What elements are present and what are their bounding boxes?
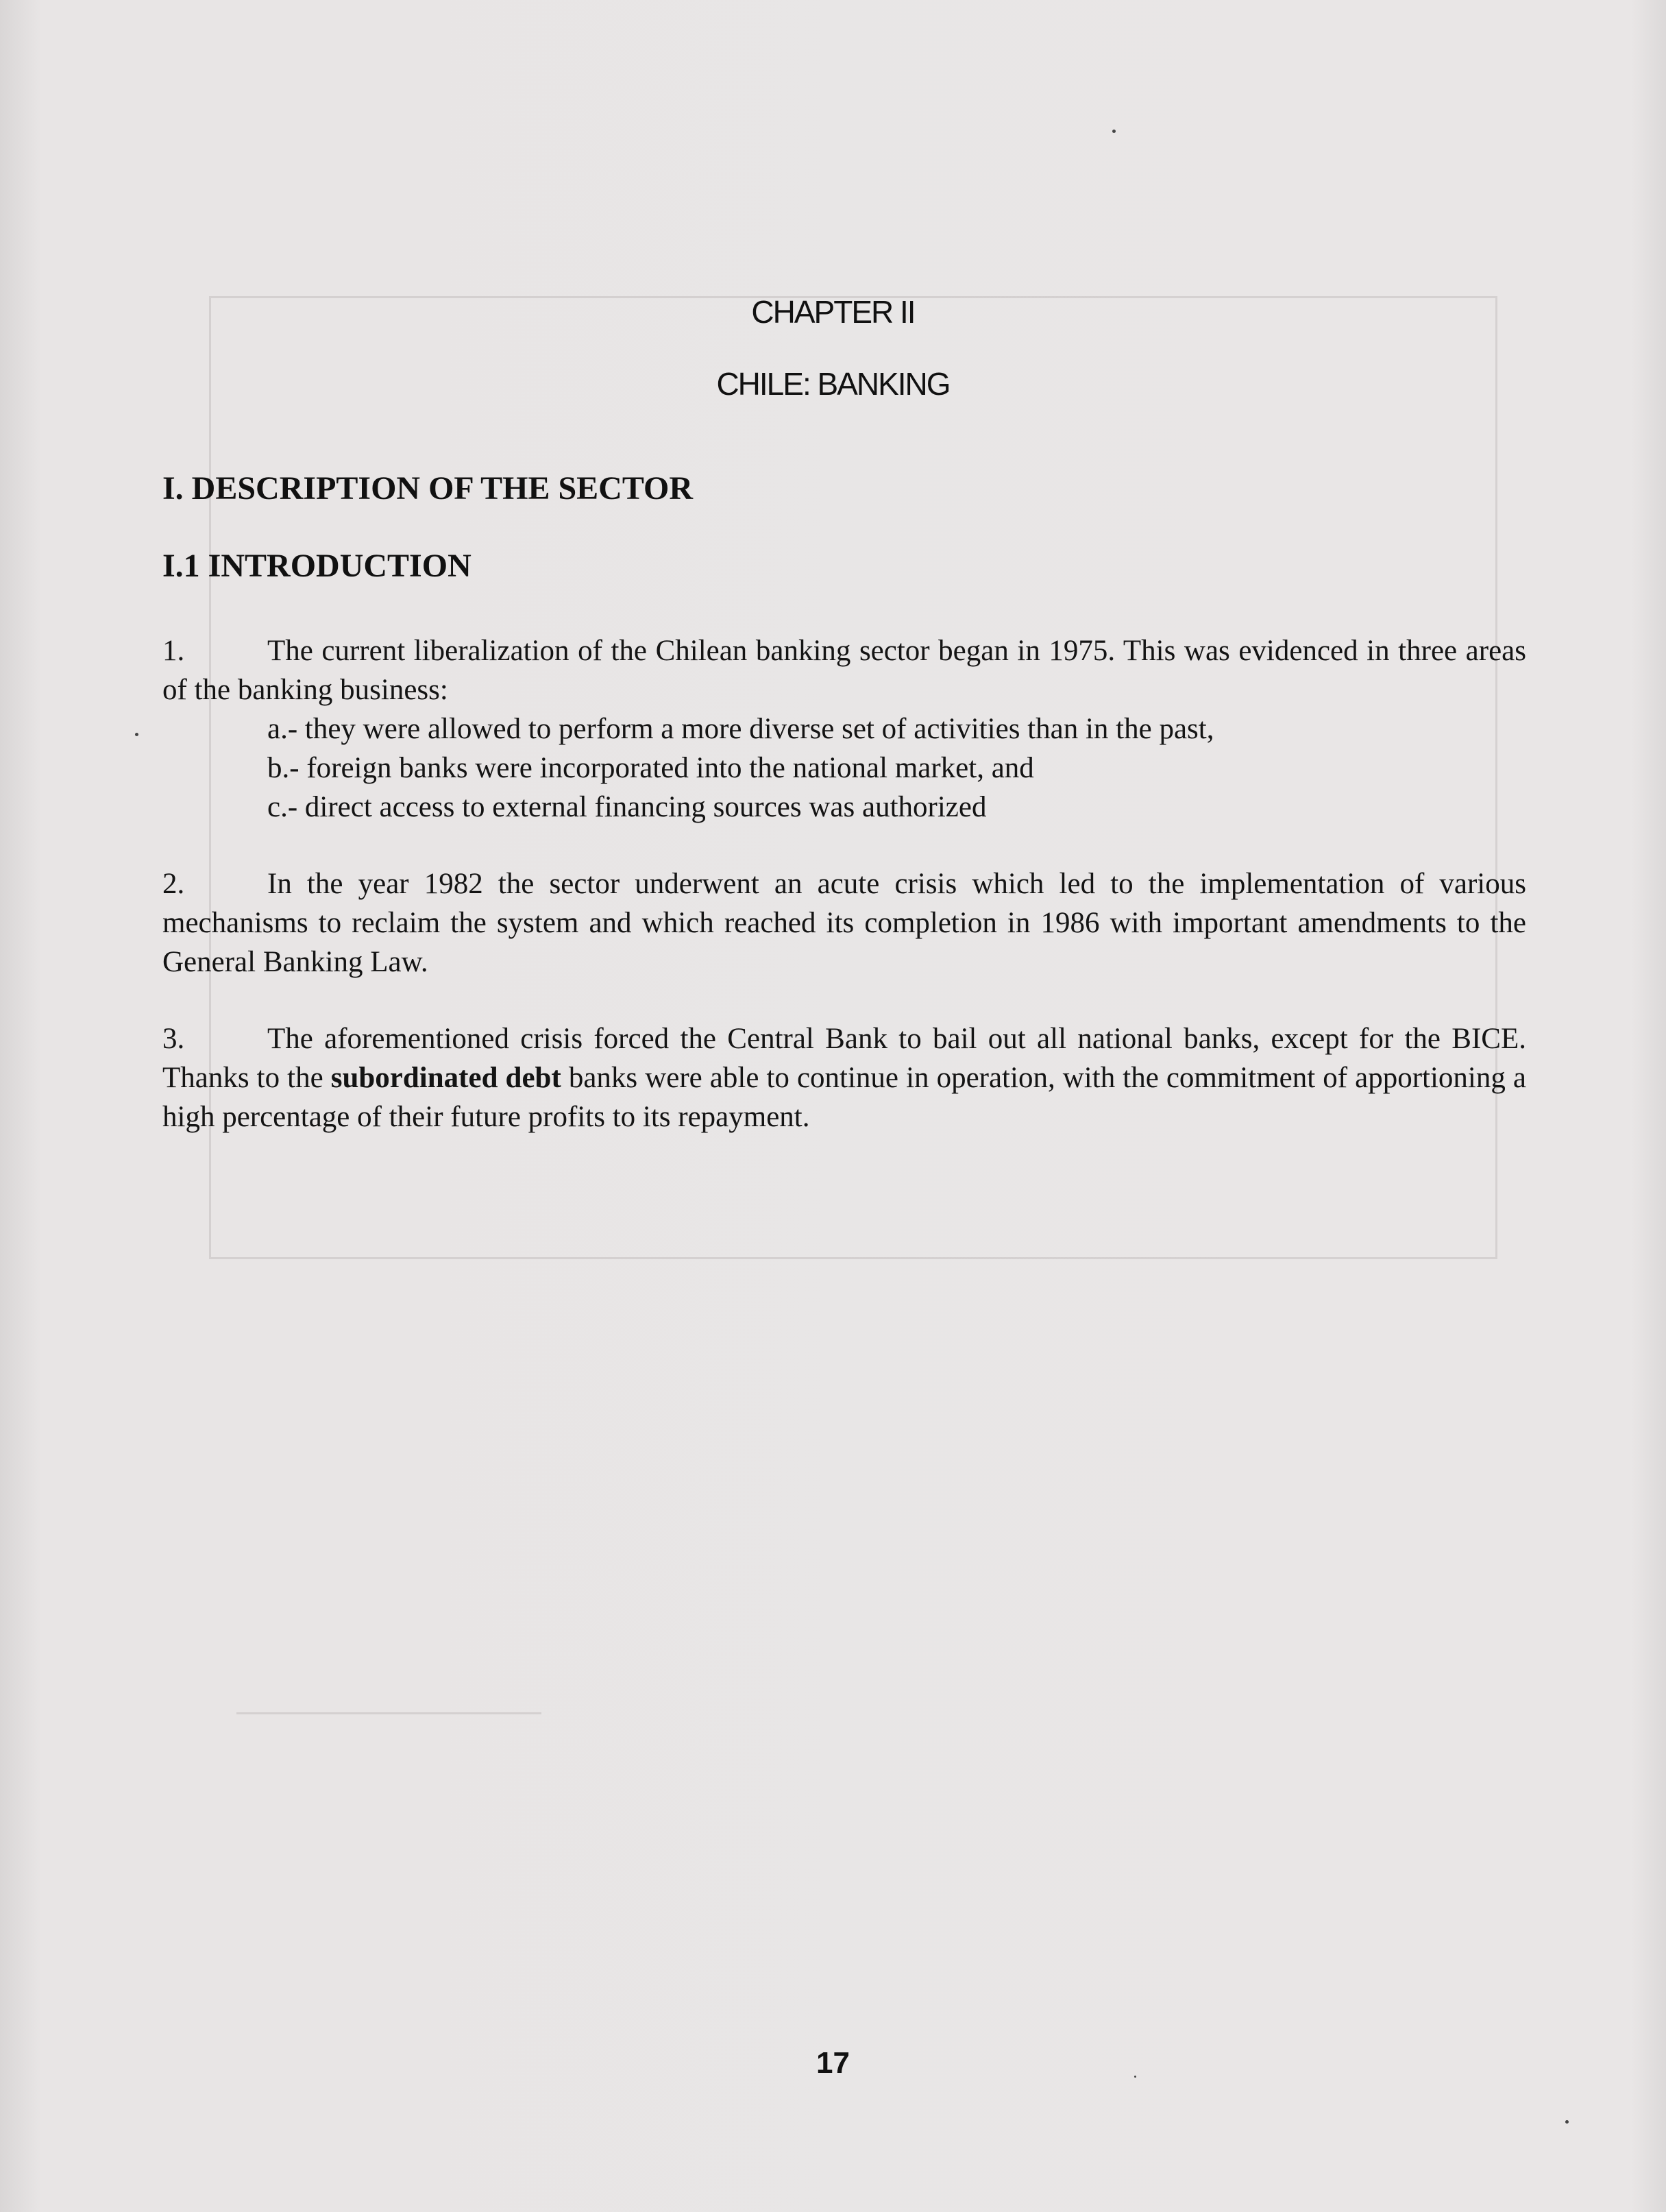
- paragraph-number: 3.: [162, 1023, 185, 1055]
- paragraph-text: In the year 1982 the sector underwent an acute crisis which led to the implementation of various mechanisms to reclaim the system and which reached its completion in 1986 with important amendments to the General Banking Law.: [162, 868, 1526, 978]
- paragraph-1: [162, 631, 1526, 709]
- list-item: b.- foreign banks were incorporated into the national market, and: [267, 752, 1034, 784]
- paragraph-number: 2.: [162, 868, 185, 900]
- list-item: c.- direct access to external financing sources was authorized: [267, 791, 987, 823]
- paragraph-3: [162, 1019, 1526, 1137]
- dust-speck: [1134, 2076, 1136, 2078]
- bold-term: subordinated debt: [330, 1062, 561, 1094]
- paragraph-text: The current liberalization of the Chilean banking sector began in 1975. This was evidenced in three areas of the banking business:: [162, 635, 1526, 706]
- chapter-number: CHAPTER II: [751, 294, 915, 330]
- list-item: a.- they were allowed to perform a more diverse set of activities than in the past,: [267, 713, 1214, 745]
- paragraph-text: The aforementioned crisis forced the Central Bank to bail out all national banks, except for the BICE. Thanks to the: [162, 1023, 1526, 1094]
- section-heading: I. DESCRIPTION OF THE SECTOR: [162, 470, 693, 507]
- paragraph-text: banks were able to continue in operation, with the commitment of apportioning a high percentage of their future profits to its repayment.: [162, 1062, 1526, 1133]
- dust-speck: [135, 733, 138, 736]
- chapter-title: CHILE: BANKING: [716, 366, 950, 402]
- paragraph-2: [162, 864, 1526, 982]
- dust-speck: [1565, 2120, 1569, 2124]
- list: [267, 709, 1214, 827]
- paragraph-number: 1.: [162, 635, 185, 667]
- subsection-heading: I.1 INTRODUCTION: [162, 548, 471, 584]
- page-number: 17: [816, 2046, 850, 2080]
- dust-speck: [1112, 130, 1116, 133]
- bleed-through-rule: [236, 1712, 541, 1714]
